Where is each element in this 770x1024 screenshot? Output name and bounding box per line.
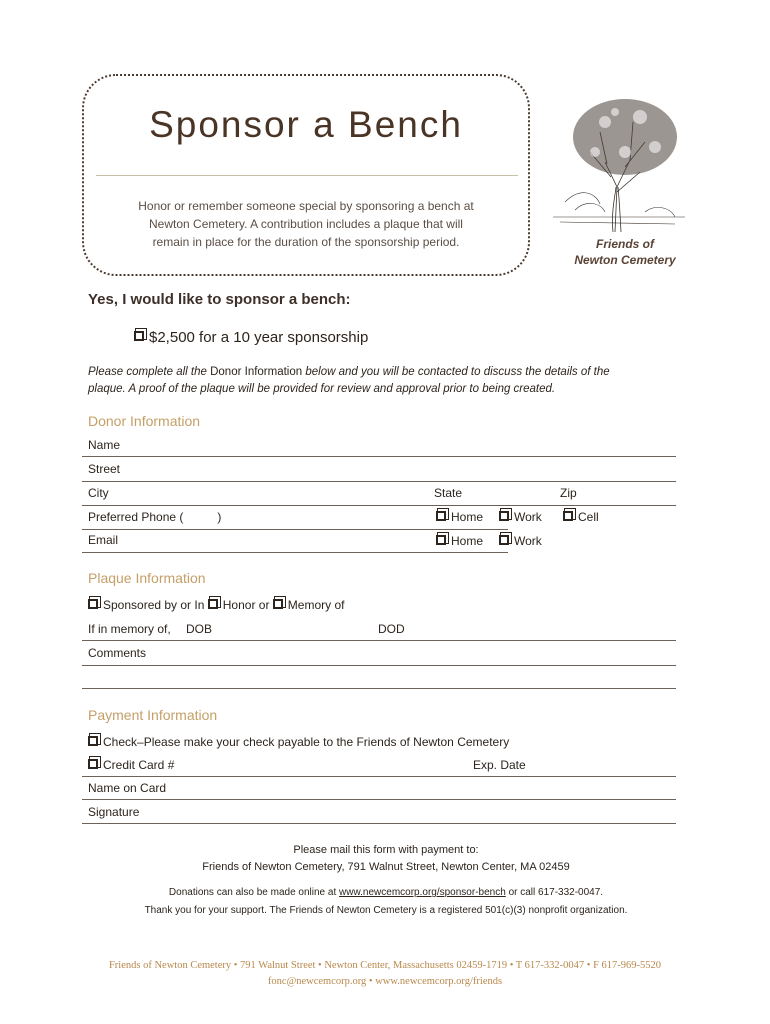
checkbox-icon[interactable] xyxy=(563,511,573,521)
plaque-type-options xyxy=(88,598,344,612)
intro-text xyxy=(110,197,502,251)
intro-line: Honor or remember someone special by sponsoring a bench at xyxy=(138,199,474,213)
comments-label: Comments xyxy=(88,646,147,660)
phone-work-option[interactable] xyxy=(499,510,542,524)
email-field[interactable] xyxy=(82,552,508,553)
email-home-option[interactable] xyxy=(436,534,483,548)
comments-field-line2[interactable] xyxy=(82,688,676,689)
footer xyxy=(60,958,710,990)
name-field[interactable] xyxy=(82,456,676,457)
comments-field[interactable] xyxy=(82,665,676,666)
logo-line: Newton Cemetery xyxy=(574,253,676,267)
mailing-instructions xyxy=(82,842,690,876)
credit-card-field[interactable] xyxy=(82,776,676,777)
online-donation-info xyxy=(82,884,690,920)
instructions-note xyxy=(88,364,658,398)
online-prefix: Donations can also be made online at xyxy=(168,887,337,898)
checkbox-icon[interactable] xyxy=(436,511,446,521)
work-label: Work xyxy=(514,510,542,524)
title-divider xyxy=(96,175,518,176)
name-label: Name xyxy=(88,438,121,452)
footer-contact: fonc@newcemcorp.org • www.newcemcorp.org/friends xyxy=(267,976,503,987)
payment-section-heading: Payment Information xyxy=(88,707,218,723)
checkbox-icon[interactable] xyxy=(88,759,98,769)
memory-label: Memory of xyxy=(287,598,345,612)
city-state-zip-field[interactable] xyxy=(82,505,676,506)
honor-option[interactable] xyxy=(208,598,270,612)
if-memory-label: If in memory of, xyxy=(88,622,171,636)
phone-home-option[interactable] xyxy=(436,510,483,524)
dod-label: DOD xyxy=(378,622,405,636)
home-label: Home xyxy=(451,534,484,548)
note-text: Please complete all the xyxy=(88,366,207,378)
plaque-section-heading: Plaque Information xyxy=(88,570,206,586)
checkbox-icon[interactable] xyxy=(436,535,446,545)
sponsored-option[interactable] xyxy=(88,598,204,612)
check-label: Check–Please make your check payable to the Friends of Newton Cemetery xyxy=(103,735,510,749)
email-work-option[interactable] xyxy=(499,534,542,548)
intro-line: Newton Cemetery. A contribution includes a plaque that will xyxy=(149,217,463,231)
footer-address: Friends of Newton Cemetery • 791 Walnut Street • Newton Center, Massachusetts 02459-1719 • T 617-332-0047 • F 617-969-5520 xyxy=(108,960,662,971)
donor-section-heading: Donor Information xyxy=(88,413,201,429)
zip-label: Zip xyxy=(560,486,577,500)
street-label: Street xyxy=(88,462,121,476)
sponsorship-option[interactable] xyxy=(134,329,368,346)
phone-label-text: Preferred Phone ( xyxy=(88,510,184,524)
checkbox-icon[interactable] xyxy=(273,599,283,609)
sponsorship-option-label: $2,500 for a 10 year sponsorship xyxy=(149,329,369,346)
home-label: Home xyxy=(451,510,484,524)
dob-label: DOB xyxy=(186,622,213,636)
street-field[interactable] xyxy=(82,481,676,482)
logo-line: Friends of xyxy=(595,237,654,251)
online-suffix: or call 617-332-0047. xyxy=(508,887,604,898)
state-label: State xyxy=(434,486,463,500)
tree-illustration-icon xyxy=(545,92,695,237)
note-text: plaque. A proof of the plaque will be provided for review and approval prior to being created. xyxy=(88,383,556,395)
sponsor-heading: Yes, I would like to sponsor a bench: xyxy=(88,291,351,308)
page-title: Sponsor a Bench xyxy=(149,104,463,145)
mail-line: Please mail this form with payment to: xyxy=(293,844,479,856)
intro-line: remain in place for the duration of the sponsorship period. xyxy=(152,235,460,249)
exp-date-label: Exp. Date xyxy=(473,758,526,772)
sponsored-label: Sponsored by or In xyxy=(103,598,205,612)
work-label: Work xyxy=(514,534,542,548)
name-on-card-label: Name on Card xyxy=(88,781,167,795)
email-label: Email xyxy=(88,533,119,547)
checkbox-icon[interactable] xyxy=(499,535,509,545)
cell-label: Cell xyxy=(578,510,599,524)
phone-label-close: ) xyxy=(217,510,222,524)
phone-label xyxy=(88,510,221,524)
checkbox-icon[interactable] xyxy=(208,599,218,609)
checkbox-icon[interactable] xyxy=(134,331,144,341)
thanks-line: Thank you for your support. The Friends of Newton Cemetery is a registered 501(c)(3) nonprofit organization. xyxy=(144,905,628,916)
credit-card-option[interactable] xyxy=(88,758,174,772)
signature-field[interactable] xyxy=(82,823,676,824)
signature-label: Signature xyxy=(88,805,140,819)
memory-dates-field[interactable] xyxy=(82,640,676,641)
online-line xyxy=(82,884,690,902)
checkbox-icon[interactable] xyxy=(88,599,98,609)
honor-label: Honor or xyxy=(222,598,270,612)
phone-field[interactable] xyxy=(82,529,508,530)
city-label: City xyxy=(88,486,109,500)
credit-card-label: Credit Card # xyxy=(103,758,175,772)
memory-option[interactable] xyxy=(273,598,345,612)
mail-address: Friends of Newton Cemetery, 791 Walnut Street, Newton Center, MA 02459 xyxy=(202,861,570,873)
phone-cell-option[interactable] xyxy=(563,510,599,524)
check-option[interactable] xyxy=(88,735,509,749)
note-text: below and you will be contacted to discuss the details of the xyxy=(305,366,610,378)
name-on-card-field[interactable] xyxy=(82,799,676,800)
sponsor-bench-link[interactable]: www.newcemcorp.org/sponsor-bench xyxy=(339,887,506,898)
note-text: Donor Information xyxy=(210,366,303,378)
logo-caption xyxy=(560,236,690,268)
checkbox-icon[interactable] xyxy=(499,511,509,521)
checkbox-icon[interactable] xyxy=(88,736,98,746)
